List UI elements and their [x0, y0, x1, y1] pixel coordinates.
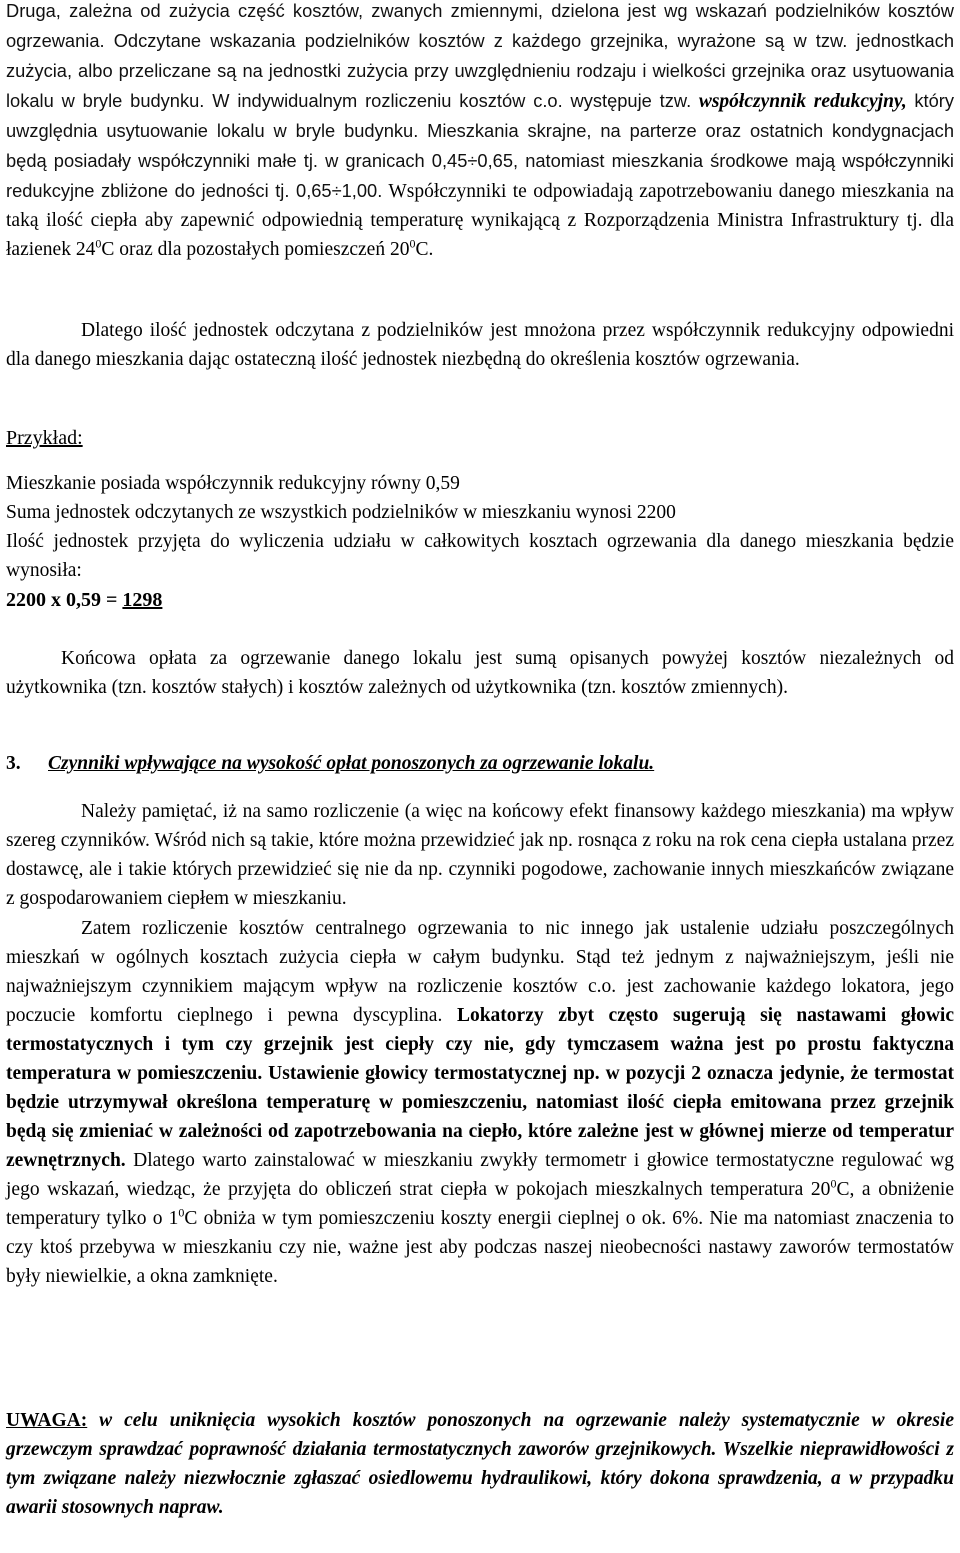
section-title: Czynniki wpływające na wysokość opłat ponoszonych za ogrzewanie lokalu.: [48, 753, 655, 774]
multiply-paragraph: Dlatego ilość jednostek odczytana z podzielników jest mnożona przez współczynnik redukcyjny odpowiedni dla danego mieszkania dając ostateczną ilość jednostek niezbędną do określenia kosztów ogrzewania.: [6, 320, 954, 370]
degree-sup-4: 0: [178, 1205, 185, 1220]
factors-paragraph: Należy pamiętać, iż na samo rozliczenie (a więc na końcowy efekt finansowy każdego mieszkania) ma wpływ szereg czynników. Wśród nich są takie, które można przewidzieć jak np. rosnąca z roku na rok cena ciepła ustalana przez dostawcę, ale i takie których przewidzieć się nie da np. czynniki pogodowe, zachowanie innych mieszkańców związane z gospodarowaniem ciepłem w mieszkaniu.: [6, 801, 954, 909]
central-heating-paragraph: [6, 914, 954, 1291]
warning-label: UWAGA:: [6, 1410, 88, 1431]
reduction-coefficient-paragraph: [6, 0, 954, 264]
reduction-text-1: Druga, zależna od zużycia część kosztów, zwanych zmiennymi, dzielona jest wg wskazań podzielników kosztów ogrzewania. Odczytane wskazania podzielników kosztów z każdego grzejnika, wyrażone są w tzw. jednostkach zużycia, albo przeliczane są na jednostki zużycia przy uwzględnieniu rodzaju i wielkości grzejnika oraz usytuowania lokalu w bryle budynku. W indywidualnym rozliczeniu kosztów c.o. występuje tzw.: [6, 0, 954, 111]
calc-expression: 2200 x 0,59 =: [6, 589, 123, 611]
central-text-4: C obniża w tym pomieszczeniu koszty energii cieplnej o ok. 6%. Nie ma natomiast znaczenia to czy ktoś przebywa w mieszkaniu czy nie, ważne jest aby podczas naszej nieobecności nastawy zaworów termostatów były niewielkie, a okna zamknięte.: [6, 1208, 954, 1287]
calc-result: 1298: [122, 589, 163, 611]
warning-text: w celu uniknięcia wysokich kosztów ponoszonych na ogrzewanie należy systematycznie w okresie grzewczym sprawdzać poprawność działania termostatycznych zaworów grzejnikowych. Wszelkie nieprawidłowości z tym związane należy niezwłocznie zgłaszać osiedlowemu hydraulikowi, który dokona sprawdzenia, a w przypadku awarii stosownych napraw.: [6, 1410, 954, 1518]
section-3-heading: [6, 749, 954, 778]
degree-sup-3: 0: [830, 1176, 837, 1191]
central-bold-text: Lokatorzy zbyt często sugerują się nastawami głowic termostatycznych i tym czy grzejnik jest ciepły czy nie, gdy tymczasem ważna jest po prostu faktyczna temperatura w pomieszczeniu. Ustawienie głowicy termostatycznej np. w pozycji 2 oznacza jedynie, że termostat będzie utrzymywał określona temperaturę w pomieszczeniu, natomiast ilość ciepła emitowana przez grzejnik będą się zmieniać w zależności od zapotrzebowania na ciepło, które zależne jest w głównej mierze od temperatur zewnętrznych.: [6, 1005, 954, 1171]
reduction-term: współczynnik redukcyjny,: [698, 91, 907, 112]
example-line-result-intro: Ilość jednostek przyjęta do wyliczenia udziału w całkowitych kosztach ogrzewania dla danego mieszkania będzie wynosiła:: [6, 531, 954, 581]
example-calculation: [6, 586, 162, 615]
central-text-1: Zatem rozliczenie kosztów centralnego ogrzewania to nic innego jak ustalenie udziału poszczególnych mieszkań w ogólnych kosztach zużycia ciepła w całym budynku. Stąd też jednym z najważniejszym, jeśli nie najważniejszym czynnikiem mającym wpływ na rozliczenie kosztów c.o. jest zachowanie każdego lokatora, jego poczucie komfortu cieplnego i pewna dyscyplina.: [6, 918, 954, 1026]
warning-paragraph: [6, 1406, 954, 1522]
final-fee-paragraph: Końcowa opłata za ogrzewanie danego lokalu jest sumą opisanych powyżej kosztów niezależnych od użytkownika (tzn. kosztów stałych) i kosztów zależnych od użytkownika (tzn. kosztów zmiennych).: [6, 648, 954, 698]
central-text-3: C, a obniżenie temperatury tylko o 1: [6, 1179, 954, 1229]
reduction-text-4: C oraz dla pozostałych pomieszczeń 20: [101, 239, 410, 260]
section-number: 3.: [6, 753, 21, 774]
example-line-coefficient: Mieszkanie posiada współczynnik redukcyjny równy 0,59: [6, 473, 460, 494]
reduction-text-3: Współczynniki te odpowiadają zapotrzebowaniu danego mieszkania na taką ilość ciepła aby zapewnić odpowiednią temperaturę wynikającą z Rozporządzenia Ministra Infrastruktury tj. dla łazienek 24: [6, 181, 954, 260]
degree-sup-1: 0: [95, 236, 102, 251]
degree-sup-2: 0: [409, 236, 416, 251]
reduction-text-5: C.: [415, 239, 434, 260]
example-heading: Przykład:: [6, 427, 83, 449]
central-text-2: Dlatego warto zainstalować w mieszkaniu zwykły termometr i głowice termostatyczne regulować wg jego wskazań, wiedząc, że przyjęta do obliczeń strat ciepła w pokojach mieszkalnych temperatura 20: [6, 1150, 954, 1200]
reduction-text-2: który uwzględnia usytuowanie lokalu w bryle budynku. Mieszkania skrajne, na parterze oraz ostatnich kondygnacjach będą posiadały współczynniki małe tj. w granicach 0,45÷0,65, natomiast mieszkania środkowe mają współczynniki redukcyjne zbliżone do jedności tj. 0,65÷1,00.: [6, 90, 954, 201]
example-line-units-sum: Suma jednostek odczytanych ze wszystkich podzielników w mieszkaniu wynosi 2200: [6, 502, 676, 523]
